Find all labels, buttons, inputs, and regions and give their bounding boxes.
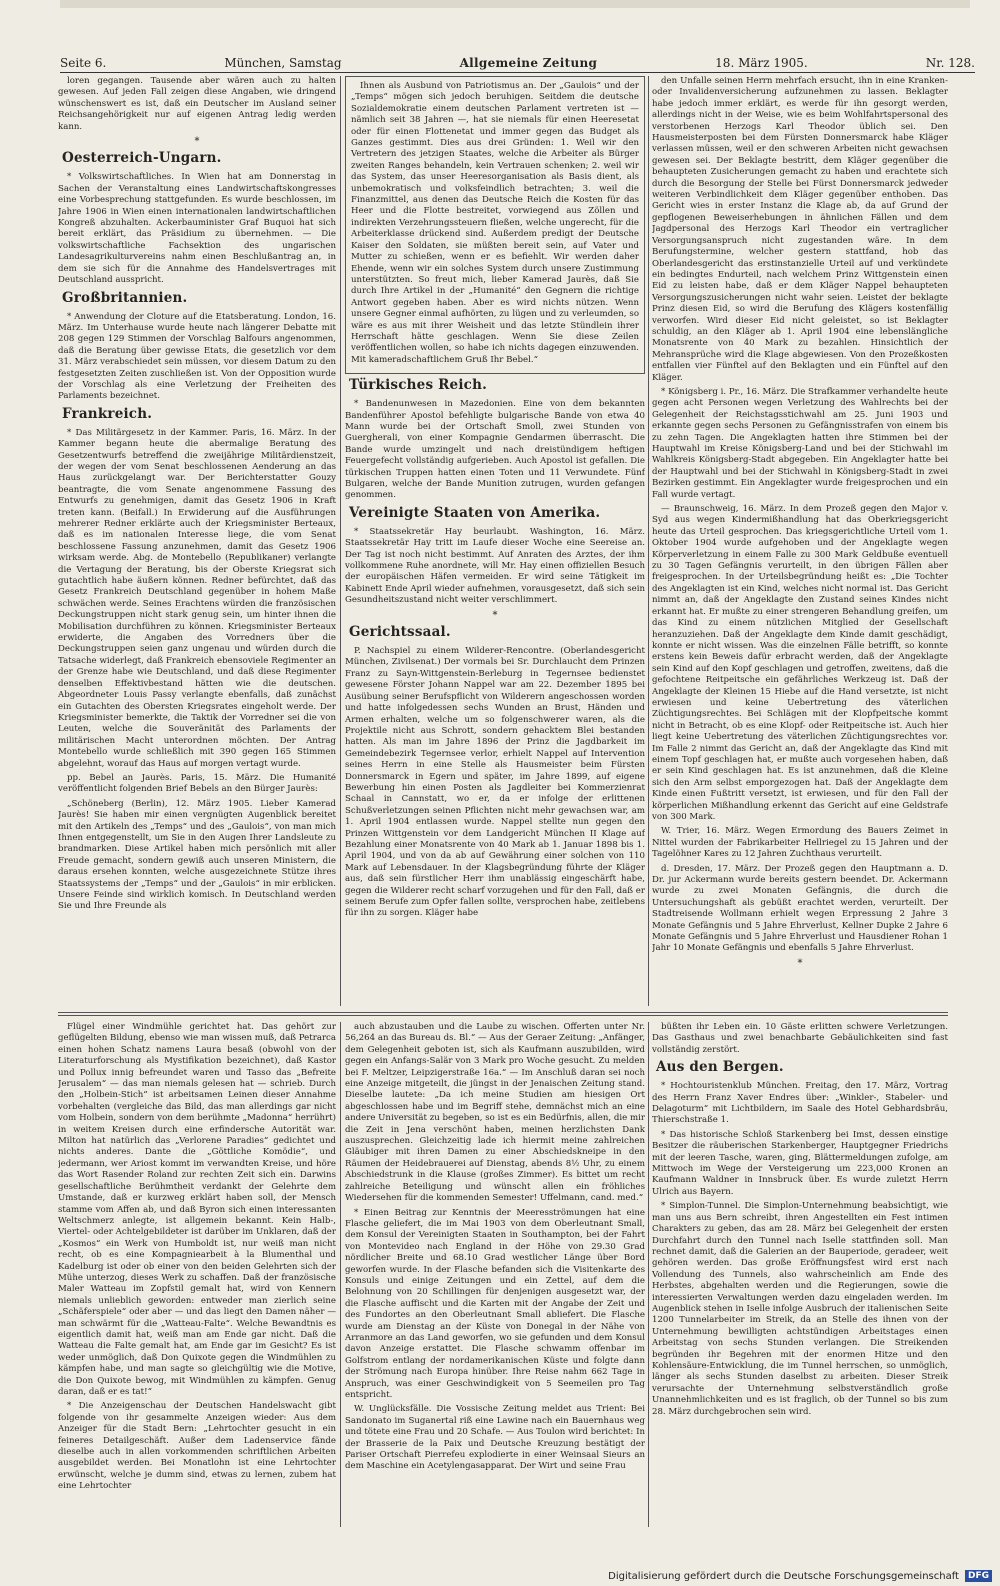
article-text: * Anwendung der Cloture auf die Etatsberatung. London, 16. März. Im Unterhause wurde heute nach längerer Debatte mit 208 gegen 129 Stimmen der Vorschlag Balfours angenommen, daß die Beratung über gewisse Etats, die gesetzlich vor dem 31. März verabschiedet sein müssen, vor diesem Datum zu den festgesetzten Zeiten zuschließen ist. Von der Opposition wurde der Vorschlag als eine Verletzung der Freiheiten des Parlaments bezeichnet. [58,311,336,402]
article-text: W. Unglücksfälle. Die Vossische Zeitung meldet aus Trient: Bei Sandonato im Suganertal riß eine Lawine nach ein Bauernhaus weg und tötete eine Frau und 20 Schafe. — Aus Toulon wird berichtet: In der Brasserie de la Paix und Deutsche Kreuzung bestätigt der Pariser Ortschaft Pierrefeu explodierte in einer Weinsaal Sieurs an dem Maschine ein Acetylengasapparat. Der Wirt und seine Frau [345,1404,645,1472]
section-heading: Aus den Bergen. [656,1059,784,1076]
page-number: Seite 6. [60,56,107,70]
column-divider [648,76,649,1006]
article-text: Ihnen als Ausbund von Patriotismus an. Der „Gaulois“ und der „Temps“ mögen sich jedoch beruhigen. Seitdem die deutsche Sozialdemokratie einem deutschen Parlament vertreten ist — nämlich seit 38 Jahren —, hat sie niemals für einen Heeresetat oder für einen Flottenetat und immer gegen das Budget als Ganzes gestimmt. Dies aus drei Gründen: 1. Weil wir den Vertretern des jetzigen Staates, welche die Arbeiter als Bürger zweiten Ranges behandeln, kein Vertrauen schenken; 2. weil wir das System, das unser Heeresorganisation als Basis dient, als unbemokratisch und volksfeindlich betrachten; 3. weil die Finanzmittel, aus denen das Deutsche Reich die Kosten für das Heer und die Flotte bestreitet, vorwiegend aus Zöllen und indirekten Verzehrungssteuern fließen, welche ungerecht, für die Arbeiterklasse drückend sind. Außerdem predigt der Deutsche Kaiser den Soldaten, sie müßten bereit sein, auf Vater und Mutter zu schießen, wenn er es befiehlt. Wir werden daher Ehende, wenn wir ein solches System durch unsere Zustimmung unterstützten. So freut mich, lieber Kamerad Jaurès, daß Sie durch Ihre Artikel in der „Humanité“ den Gegnern die richtige Antwort gegeben haben. Aber es wird nichts nützen. Wenn unsere Gegner einmal aufhörten, zu lügen und zu verleumden, so wäre es aus mit ihrer Weisheit und das letzte Stündlein ihrer Herrschaft hätte geschlagen. Wenn Sie diese Zeilen veröffentlichen wollen, so habe ich nichts dagegen einzuwenden. Mit kameradschaftlichem Gruß Ihr Bebel.“ [351,81,639,365]
article-text: * Hochtouristenklub München. Freitag, den 17. März, Vortrag des Herrn Franz Xaver Endres über: „Winkler-, Stabeler- und Delagoturm“ mit Lichtbildern, im Saale des Hotel Gebhardsbräu, Thierschstraße 1. [652,1081,948,1126]
section-heading: Frankreich. [62,405,153,422]
feuilleton-rule [58,1015,948,1016]
article-text: * Das historische Schloß Starkenberg bei Imst, dessen einstige Besitzer die räuberischen Starkenberger, Hauptgegner Friedrichs mit der leeren Tasche, waren, ging, Blättermeldungen zufolge, am Mittwoch im Wege der Versteigerung um 223,000 Kronen an Kaufmann Waldner in Innsbruck über. Es wurde zuletzt Herrn Ulrich aus Bayern. [652,1129,948,1197]
article-text: * Volkswirtschaftliches. In Wien hat am Donnerstag in Sachen der Veranstaltung eines Landwirtschaftskongresses eine Vorbesprechung stattgefunden. Es wurde beschlossen, im Jahre 1906 in Wien einen internationalen landwirtschaftlichen Kongreß abzuhalten. Ackerbauminister Graf Buquoi hat sich bereit erklärt, das Präsidium zu übernehmen. — Die volkswirtschaftliche Fachsektion des ungarischen Landesagrikulturvereins nahm einen Beschlußantrag an, in dem sie sich für die Annahme des Handelsvertrages mit Deutschland ausspricht. [58,172,336,286]
article-text: Flügel einer Windmühle gerichtet hat. Das gehört zur geflügelten Bildung, ebenso wie man wissen muß, daß Petrarca einen hohen Schatz namens Laura besaß (obwohl von der Literaturforschung als Mystifikation bezeichnet), daß Kastor und Pollux innig befreundet waren und Tasso das „Befreite Jerusalem“ — das man niemals gelesen hat — schrieb. Durch den „Holbein-Stich“ ist arbeitsamen Leinen dieser Annahme vorbehalten (vergleiche das Bild, das man allerdings gar nicht vom Holbein, sondern von dem berühmte „Madonna“ herrührt) in weitem Kreisen durch eine erfindersche Autorität war. Milton hat natürlich das „Verlorene Paradies“ gedichtet und nichts anderes. Dante die „Göttliche Komödie“, und jedermann, wer Ariost kommt im verwandten Kreise, und höre das Wort Rasender Roland zur rechten Zeit sich ein. Darwins gesellschaftliche Berühmtheit verdankt der Gelehrte dem Umstande, daß er kurzweg erklärt haben soll, der Mensch stamme vom Affen ab, und daß Byron sich einen interessanten Weltschmerz anlegte, ist allgemein bekannt. Kein Halb-, Viertel- oder Achtelgebildeter ist darüber im Unklaren, daß der „Kosmos“ ein Werk von Humboldt ist, nur weiß man nicht recht, ob es eine Kompagniearbeit à la Blumenthal und Kadelburg ist oder ob einer von den beiden Gelehrten sich der Mühe unterzog, dieses Werk zu schaffen. Daß der französische Maler Watteau im Zopfstil gemalt hat, wird von Kennern niemals unlieblich geworden: entweder man zierlich seine „Schäferspiele“ oder aber — und das liegt den Damen näher — man schwärmt für die „Watteau-Falte“. Welche Bewandtnis es eigentlich damit hat, weiß man am Ende gar nicht. Daß die Watteau die Falte gemalt hat, am Ende gar im Gesicht? Es ist weder unmöglich, daß Don Quixote gegen die Windmühlen zu kämpfen habe, und man sagte so gleichgültig wie die Motive, die Don Quixote bewog, mit Windmühlen zu kämpfen. Genug daran, daß er es tat!“ [58,1022,336,1397]
article-text: auch abzustauben und die Laube zu wischen. Offerten unter Nr. 56,264 an das Bureau ds. Bl.“ — Aus der Geraer Zeitung: „Anfänger, dem Gelegenheit geboten ist, sich als Kaufmann auszubilden, wird gegen ein Anfangs-Salär von 3 Mark pro Woche gesucht. Zu melden bei F. Meltzer, Leipzigerstraße 16a.“ — Im Anschluß daran sei noch eine Anzeige mitgeteilt, die jüngst in der Jenaischen Zeitung stand. Dieselbe lautete: „Da ich meine Studien am hiesigen Ort abgeschlossen habe und im Begriff stehe, demnächst mich an eine andere Universität zu begeben, so ist es ein Bedürfnis, allen, die mir die Zeit in Jena verschönt haben, meinen herzlichsten Dank auszusprechen. Gleichzeitig lade ich hiermit meine zahlreichen Gläubiger mit ihren Damen zu einer Abschiedskneipe in den Räumen der Heidebrauerei auf Dienstag, abends 8½ Uhr, zu einem Abschiedstrunk in die Klause (großes Zimmer). Es bittet um recht zahlreiche Beteiligung und wünscht allen ein fröhliches Wiedersehen für die kommenden Semester! Uffelmann, cand. med.“ [345,1022,645,1204]
section-heading: Vereinigte Staaten von Amerika. [349,504,601,521]
newspaper-title: Allgemeine Zeitung [459,56,598,70]
section-heading: Türkisches Reich. [349,377,488,394]
place-date: München, Samstag [224,56,342,70]
column-3 [652,76,948,1006]
bottom-column-1 [58,1022,336,1527]
feuilleton-rule [58,1012,948,1013]
article-text: * Einen Beitrag zur Kenntnis der Meeresströmungen hat eine Flasche geliefert, die im Mai 1903 von dem Oberleutnant Small, dem Konsul der Vereinigten Staaten in Southampton, bei der Fahrt von Montevideo nach England in der Höhe von 29.30 Grad nördlicher Breite und 68.10 Grad westlicher Länge über Bord geworfen wurde. In der Flasche befanden sich die Visitenkarte des Konsuls und einige Zeitungen und ein Zettel, auf dem die Belohnung von 20 Schillingen für denjenigen ausgesetzt war, der die Flasche auffischt und die Karten mit der Angabe der Zeit und des Fundortes an den Oberleutnant Small abliefert. Die Flasche wurde am Dienstag an der Küste von Donegal in der Nähe von Arranmore an das Land geworfen, wo sie gefunden und dem Konsul davon Anzeige erstattet. Die Flasche schwamm offenbar im Golfstrom entlang der nordamerikanischen Küste und folgte dann der Strömung nach Europa hinüber. Ihre Reise nahm 662 Tage in Anspruch, was einer Geschwindigkeit von 5 Seemeilen pro Tag entspricht. [345,1207,645,1400]
column-divider [648,1022,649,1527]
article-text: pp. Bebel an Jaurès. Paris, 15. März. Die Humanité veröffentlicht folgenden Brief Bebels an den Bürger Jaurès: [58,772,336,795]
separator-star: * [194,136,200,148]
article-text: büßten ihr Leben ein. 10 Gäste erlitten schwere Verletzungen. Das Gasthaus und zwei benachbarte Gebäulichkeiten sind fast vollständig zerstört. [652,1022,948,1055]
section-heading: Oesterreich-Ungarn. [62,150,222,167]
footer-credit: Digitalisierung gefördert durch die Deutsche Forschungsgemeinschaft [608,1570,959,1582]
article-text: „Schöneberg (Berlin), 12. März 1905. Lieber Kamerad Jaurès! Sie haben mir einen vergnügten Augenblick bereitet mit den Artikeln des „Temps“ und des „Gaulois“, von man mich Ihnen entgegenstellt, um Sie in den Augen Ihrer Landsleute zu brandmarken. Diese Artikel haben mich persönlich mit aller Freude gemacht, sondern gewiß auch unseren Ministern, die daraus ersehen konnten, welche ausgezeichnete Stütze ihres Staatssystems der „Temps“ und der „Gaulois“ in mir erblicken. Unsere Feinde sind wirklich komisch. In Deutschland werden Sie und Ihre Freunde als [58,798,336,912]
column-divider [340,76,341,1006]
article-text: * Königsberg i. Pr., 16. März. Die Strafkammer verhandelte heute gegen acht Personen wegen Verletzung des Wahlrechts bei der Gelegenheit der Reichstagsstichwahl am 25. Juni 1903 und erkannte gegen sechs Personen zu Gefängnisstrafen von einem bis zu zehn Tagen. Die Angeklagten hatten ihre Stimmen bei der Hauptwahl im Kreise Königsberg-Land und bei der Stichwahl im Wahlkreis Königsberg-Stadt abgegeben. Ein Angeklagter hatte bei der Hauptwahl und bei der Stichwahl in Königsberg-Stadt in zwei Bezirken gestimmt. Ein Angeklagter wurde freigesprochen und ein Fall wurde vertagt. [652,386,948,500]
previous-page-fold [60,0,970,8]
article-text: * Bandenunwesen in Mazedonien. Eine von dem bekannten Bandenführer Apostol befehligte bulgarische Bande von etwa 40 Mann wurde bei der Ortschaft Smoll, zwei Stunden von Guergherali, von einer Kompagnie Gendarmen überrascht. Die Bande wurde umzingelt und nach dreistündigem heftigen Feuergefecht vollständig aufgerieben. Auch Apostol ist gefallen. Die türkischen Truppen hatten einen Toten und 11 Verwundete. Fünf Bulgaren, welche der Bande Munition zutrugen, wurden gefangen genommen. [345,399,645,501]
article-text: P. Nachspiel zu einem Wilderer-Rencontre. (Oberlandesgericht München, Zivilsenat.) Der vormals bei Sr. Durchlaucht dem Prinzen Franz zu Sayn-Wittgenstein-Berleburg in Tegernsee bedienstet gewesene Förster Johann Nappel war am 22. Dezember 1895 bei Ausübung seiner Berufspflicht von Wilderern angeschossen worden und hatte infolgedessen sechs Wunden an Brust, Händen und Armen erhalten, welche um so folgenschwerer waren, als die Projektile nicht aus Schrott, sondern gehacktem Blei bestanden hatten. Als man im Jahre 1896 der Prinz die Jagdbarkeit im Gemeindebezirk Tegernsee verlor, erhielt Nappel auf Intervention seines Herrn in eine Stelle als Hausmeister beim Fürsten Donnersmarck in Egern und später, im Jahre 1899, auf eigene Bewerbung hin einen Posten als Jagdleiter bei Kommerzienrat Schaal in Cannstatt, wo er, da er infolge der erlittenen Schußverletzungen seinen Pflichten nicht mehr gewachsen war, am 1. April 1904 entlassen wurde. Nappel stellte nun gegen den Prinzen Wittgenstein vor dem Landgericht München II Klage auf Bezahlung einer Monatsrente von 40 Mark ab 1. Januar 1898 bis 1. April 1904, und von da ab auf Gewährung einer solchen von 110 Mark auf Lebensdauer. In der Klagsbegründung führte der Kläger aus, daß sein fürstlicher Herr ihm unablässig eingeschärft habe, gegen die Wilderer recht scharf vorzugehen und für den Fall, daß er seinem Berufe zum Opfer fallen sollte, versprochen habe, zeitlebens für ihn zu sorgen. Kläger habe [345,646,645,919]
article-text: * Die Anzeigenschau der Deutschen Handelswacht gibt folgende von ihr gesammelte Anzeigen wieder: Aus dem Anzeiger für die Stadt Bern: „Lehrtochter gesucht in ein feineres Detailgeschäft. Außer dem Ladenservice fände dieselbe auch in allen vorkommenden schriftlichen Arbeiten ausgebildet werden. Bei Monatlohn ist eine Lehrtochter erwünscht, welche je dumm sind, etwas zu lernen, zubem hat eine Lehrtochter [58,1401,336,1492]
article-text: loren gegangen. Tausende aber wären auch zu halten gewesen. Auf jeden Fall zeigen diese Angaben, wie dringend wünschenswert es ist, daß ein Deutscher im Ausland seiner Reichsangehörigkeit nur auf eigenen Antrag ledig werden kann. [58,76,336,132]
article-text: * Simplon-Tunnel. Die Simplon-Unternehmung beabsichtigt, wie man uns aus Bern schreibt, ihren Angestellten ein Fest intimen Charakters zu geben, das am 28. März bei Gelegenheit der ersten Durchfahrt durch den Tunnel nach Iselle stattfinden soll. Man rechnet damit, daß die Galerien an der Bauperiode, geradeer, weit gehören werden. Das große Eröffnungsfest wird erst nach Vollendung des Tunnels, also wahrscheinlich am Ende des Herbstes, abgehalten werden und die Regierungen, sowie die interessierten Verwaltungen werden dazu eingeladen werden. Im Augenblick stehen in Iselle infolge Ausbruch der italienischen Seite 1200 Tunnelarbeiter im Streik, da an Stelle des ihnen von der Unternehmung bewilligten achtstündigen Arbeitstages einen Arbeitstag von sechs Stunden verlangen. Die Streikenden begründen ihr Begehren mit der enormen Hitze und den Kohlensäure-Entwicklung, die im Tunnel herrschen, so unmöglich, länger als sechs Stunden daselbst zu arbeiten. Dieser Streik verursachte der Unternehmung selbstverständlich große Unannehmlichkeiten und es ist fraglich, ob der Tunnel so bis zum 28. März durchgebrochen sein wird. [652,1201,948,1417]
bebel-letter-box [345,76,645,374]
section-heading: Großbritannien. [62,289,188,306]
section-heading: Gerichtssaal. [349,624,451,641]
digitization-footer [608,1570,992,1582]
column-2 [345,76,645,1006]
column-1 [58,76,336,1006]
issue-number: Nr. 128. [925,56,975,70]
article-text: W. Trier, 16. März. Wegen Ermordung des Bauers Zeimet in Nittel wurden der Fabrikarbeiter Hellriegel zu 15 Jahren und der Tagelöhner Kares zu 12 Jahren Zuchthaus verurteilt. [652,826,948,860]
article-text: d. Dresden, 17. März. Der Prozeß gegen den Hauptmann a. D. Dr. jur Ackermann wurde bereits gestern beendet. Dr. Ackermann wurde zu zwei Monaten Gefängnis, die durch die Untersuchungshaft als gebüßt erachtet werden, verurteilt. Der Stadtreisende Wollmann erhielt wegen Erpressung 2 Jahre 3 Monate Gefängnis und 5 Jahre Ehrverlust, Kellner Dupke 2 Jahre 6 Monate Gefängnis und 5 Jahre Ehrverlust und Hausdiener Rohan 1 Jahr 10 Monate Gefängnis und ebenfalls 5 Jahre Ehrverlust. [652,863,948,954]
page-header [60,48,975,73]
separator-star: * [492,609,498,621]
article-text: den Unfalle seinen Herrn mehrfach ersucht, ihn in eine Kranken- oder Invalidenversicherung aufzunehmen zu lassen. Beklagter habe jedoch immer erklärt, es werde für ihn gesorgt werden, allerdings nicht in der Weise, wie es beim Wohlfahrtspersonal des verstorbenen Herzogs Karl Theodor üblich sei. Den Hausmeisterposten bei dem Fürsten Donnersmarck habe Kläger verlassen müssen, weil er den schweren Arbeiten nicht gewachsen gewesen sei. Der Beklagte bestritt, dem Kläger gegenüber die behaupteten Zusicherungen gemacht zu haben und erachtete sich durch die Besorgung der Stelle bei Fürst Donnersmarck jedweder weiteren Verbindlichkeit dem Kläger gegenüber enthoben. Das Gericht wies in erster Instanz die Klage ab, da auf Grund der gepflogenen Beweiserhebungen in ähnlichen Fällen und dem Jagdpersonal des Herzogs Karl Theodor ein vertraglicher Versorgungsanspruch nicht zugestanden wäre. In dem Berufungstermine, welcher gestern stattfand, hob das Oberlandesgericht das erstinstanzielle Urteil auf und verkündete ein bedingtes Endurteil, nach welchem Prinz Wittgenstein einen Eid zu leisten habe, daß er dem Kläger Nappel behaupteten Versorgungszusicherungen nicht wahr seien. Leistet der beklagte Prinz diesen Eid, so wird die Berufung des Klägers kostenfällig verworfen. Wird dieser Eid nicht geleistet, so ist Beklagter schuldig, an den Kläger ab 1. April 1904 eine lebenslängliche Monatsrente von 40 Mark zu bezahlen. Hinsichtlich der Mehransprüche wird die Klage abgewiesen. Von den Prozeßkosten entfallen vier Fünftel auf den Beklagten und ein Fünftel auf den Kläger. [652,76,948,383]
issue-date: 18. März 1905. [715,56,808,70]
bottom-column-2 [345,1022,645,1527]
column-divider [340,1022,341,1527]
dfg-logo: DFG [965,1570,992,1582]
bottom-column-3 [652,1022,948,1527]
article-text: — Braunschweig, 16. März. In dem Prozeß gegen den Major v. Syd aus wegen Kindermißhandlung hat das Oberkriegsgericht heute das Urteil gesprochen. Das kriegsgerichtliche Urteil vom 1. Oktober 1904 wurde aufgehoben und der Angeklagte wegen Körperverletzung in einem Falle zu 300 Mark Geldbuße eventuell zu 30 Tagen Gefängnis verurteilt, in den übrigen Fällen aber freigesprochen. In der Urteilsbegründung heißt es: „Die Tochter des Angeklagten ist ein Kind, welches nicht normal ist. Das Gericht nimmt an, daß der Angeklagte den Zustand seines Kindes nicht erkannt hat. Er mußte zu einer strengeren Behandlung greifen, um das Kind zu einem nützlichen Mitglied der Gesellschaft heranzuziehen. Daß der Angeklagte dem Kinde damit geschädigt, konnte er nicht wissen. Was die einzelnen Fälle betrifft, so konnte erstens kein Beweis dafür erbracht werden, daß der Angeklagte sein Kind auf den Kopf geschlagen und getroffen, zweitens, daß die gefochtene Reitpeitsche ein gefährliches Werkzeug ist. Daß der Angeklagte der Kleinen 15 Hiebe auf die Hand versetzte, ist nicht erwiesen und keine Uebertretung des väterlichen Züchtigungsrechtes. Bei Schlägen mit der Klopfpeitsche kommt nicht in Betracht, ob es eine Klopf- oder Reitpeitsche ist. Auch hier liegt keine Uebertretung des väterlichen Züchtigungsrechtes vor. Im Falle 2 nimmt das Gericht an, daß der Angeklagte das Kind mit einem Topf geschlagen hat, er mußte auch vorgesehen haben, daß er sein Kind geschlagen hat. Es ist anzunehmen, daß die Kleine sich den Arm selbst emporgezogen hat. Daß der Angeklagte dem Kinde einen Fußtritt versetzt, ist erwiesen, und für den Fall der körperlichen Mißhandlung erkennt das Gericht auf eine Geldstrafe von 300 Mark. [652,504,948,822]
article-text: * Staatssekretär Hay beurlaubt. Washington, 16. März. Staatssekretär Hay tritt im Laufe dieser Woche eine Seereise an. Der Tag ist noch nicht bestimmt. Auf Anraten des Arztes, der ihm vollkommene Ruhe anordnete, will Mr. Hay einen offiziellen Besuch der europäischen Häfen vermeiden. Er wird seine Tätigkeit im Kabinett Ende April wieder aufnehmen, vorausgesetzt, daß sich sein Gesundheitszustand nicht weiter verschlimmert. [345,526,645,606]
article-text: * Das Militärgesetz in der Kammer. Paris, 16. März. In der Kammer begann heute die abermalige Beratung des Gesetzentwurfs betreffend die zweijährige Militärdienstzeit, der wegen der vom Senat beschlossenen Aenderung an das Haus zurückgelangt war. Der Berichterstatter Gouzy beantragte, die vom Senate angenommene Fassung des Entwurfs zu genehmigen, damit das Gesetz 1906 in Kraft treten kann. (Beifall.) In Erwiderung auf die Ausführungen mehrerer Redner erklärte auch der Kriegsminister Berteaux, daß es im nationalen Interesse liege, die vom Senat beschlossene Fassung anzunehmen, damit das Gesetz 1906 wirksam werde. Abg. de Montebello (Republikaner) verlangte die Vertagung der Beratung, bis der Oberste Kriegsrat sich gutachtlich habe äußern können. Redner befürchtet, daß das Gesetz Frankreich Deutschland gegenüber in hohem Maße schwächen werde. Seines Erachtens würden die französischen Deckungstruppen nicht stark genug sein, um hinter ihnen die Mobilisation durchführen zu können. Kriegsminister Berteaux erwiderte, die Angaben des Vorredners über die Deckungstruppen seien ganz ungenau und würden durch die Tatsache widerlegt, daß Frankreich ebensoviele Regimenter an der Grenze habe wie Deutschland, und daß diese Regimenter denselben Effektivbestand hätten wie die deutschen. Abgeordneter Louis Passy verlangte ebenfalls, daß zunächst ein Gutachten des Obersten Kriegsrates eingeholt werde. Der Kriegsminister bemerkte, die Taktik der Vorredner sei die von Leuten, welche die Souveränität des Parlaments der militärischen Macht unterordnen möchten. Der Antrag Montebello wurde schließlich mit 390 gegen 165 Stimmen abgelehnt, worauf das Haus auf morgen vertagt wurde. [58,427,336,769]
separator-star: * [797,957,803,969]
